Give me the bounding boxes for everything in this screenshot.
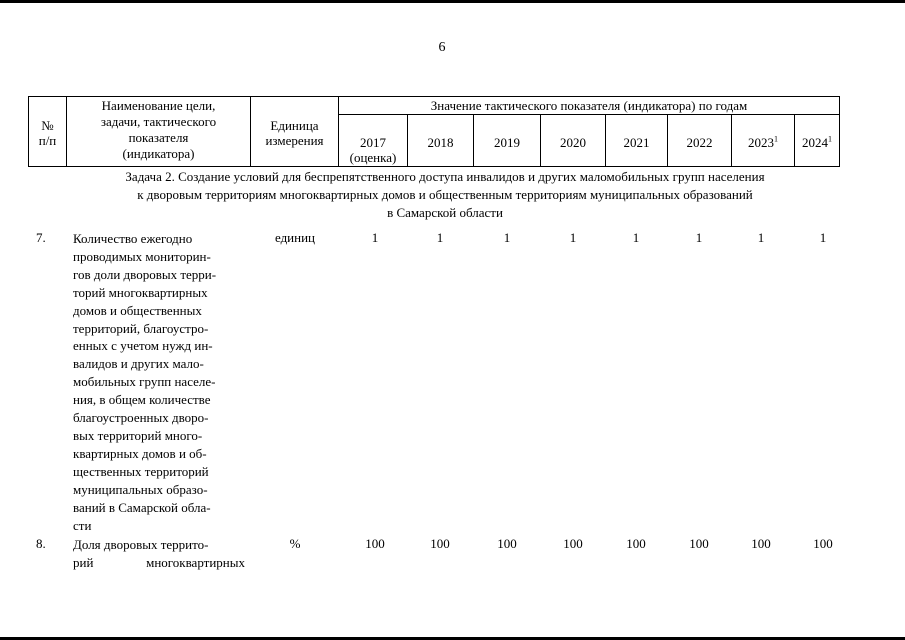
scan-top-border (0, 0, 905, 3)
name-line: гов доли дворовых терри- (73, 266, 217, 282)
header-unit-line: Единица (270, 118, 319, 133)
task-title-line: в Самарской области (387, 205, 503, 220)
value-2021: 1 (632, 230, 640, 245)
header-name-line: Наименование цели, (101, 98, 216, 113)
value-2022: 100 (689, 536, 709, 551)
page-number: 6 (438, 40, 446, 55)
header-name-line: показателя (128, 130, 189, 145)
name-line: мобильных групп населе- (73, 374, 216, 390)
value-2017: 1 (371, 230, 379, 245)
value-2021: 100 (626, 536, 646, 551)
value-2023: 1 (757, 230, 765, 245)
footnote-marker: 1 (828, 134, 832, 144)
header-year-2019 (474, 135, 540, 150)
year-label: 2019 (494, 135, 520, 150)
name-line: енных с учетом нужд ин- (73, 338, 213, 354)
year-label: 2023 (748, 135, 774, 150)
name-line: муниципальных образо- (73, 481, 208, 497)
name-line: рий многоквартирных (73, 554, 245, 570)
footnote-marker: 1 (774, 134, 778, 144)
header-unit-line: измерения (265, 133, 324, 148)
name-line: торий многоквартирных (73, 284, 208, 300)
value-2018: 100 (430, 536, 450, 551)
header-num (29, 118, 66, 148)
header-name-line: задачи, тактического (100, 114, 217, 129)
name-line: территорий, благоустро- (73, 320, 209, 336)
header-year-2018 (408, 135, 473, 150)
year-label: 2018 (427, 135, 454, 150)
value-2018: 1 (436, 230, 444, 245)
header-years-title: Значение тактического показателя (индикатора) по годам (430, 98, 748, 113)
header-num-line: № (41, 118, 54, 133)
row-number: 7. (36, 230, 46, 245)
name-line: проводимых мониторин- (73, 248, 211, 264)
year-label: 2022 (686, 135, 713, 150)
year-label: 2017 (360, 135, 386, 150)
value-2020: 1 (569, 230, 577, 245)
name-line: квартирных домов и об- (73, 445, 207, 461)
header-year-2023 (732, 135, 794, 150)
year-label: 2024 (802, 135, 828, 150)
value-2017: 100 (365, 536, 385, 551)
row-indicator-name (73, 230, 245, 534)
value-2024: 1 (819, 230, 827, 245)
row-unit: % (289, 536, 301, 551)
row-number: 8. (36, 536, 46, 551)
value-2019: 100 (497, 536, 517, 551)
year-label: 2020 (560, 135, 586, 150)
name-line: Доля дворовых террито- (73, 537, 209, 552)
name-line: щественных территорий (73, 463, 209, 479)
header-unit (251, 118, 338, 148)
header-year-2024 (795, 135, 839, 150)
task-title-line: Задача 2. Создание условий для беспрепятственного доступа инвалидов и других маломобильных групп населения (125, 169, 765, 184)
header-name-line: (индикатора) (122, 146, 195, 161)
value-2022: 1 (695, 230, 703, 245)
task-title-line: к дворовым территориям многоквартирных домов и общественным территориям муниципальных образований (137, 187, 753, 202)
header-year-2020 (541, 135, 605, 150)
name-line: валидов и других мало- (73, 356, 204, 372)
name-line: домов и общественных (73, 302, 202, 318)
task-title (40, 168, 850, 222)
name-line: вых территорий много- (73, 427, 203, 443)
value-2020: 100 (563, 536, 583, 551)
year-label: 2021 (623, 135, 650, 150)
value-2024: 100 (813, 536, 833, 551)
name-line: ния, в общем количестве (73, 392, 211, 408)
header-name (67, 98, 250, 162)
indicator-table-header (28, 96, 840, 167)
name-line: благоустроенных дворо- (73, 410, 209, 426)
header-year-2017 (339, 135, 407, 165)
name-line: ваний в Самарской обла- (73, 499, 211, 515)
header-year-2021 (606, 135, 667, 150)
header-num-line: п/п (38, 133, 57, 148)
name-line: сти (73, 517, 92, 533)
row-indicator-name (73, 536, 245, 572)
name-line: Количество ежегодно (73, 231, 193, 246)
year-sub-label: (оценка) (349, 150, 397, 165)
value-2023: 100 (751, 536, 771, 551)
header-year-2022 (668, 135, 731, 150)
row-unit: единиц (274, 230, 316, 245)
value-2019: 1 (503, 230, 511, 245)
